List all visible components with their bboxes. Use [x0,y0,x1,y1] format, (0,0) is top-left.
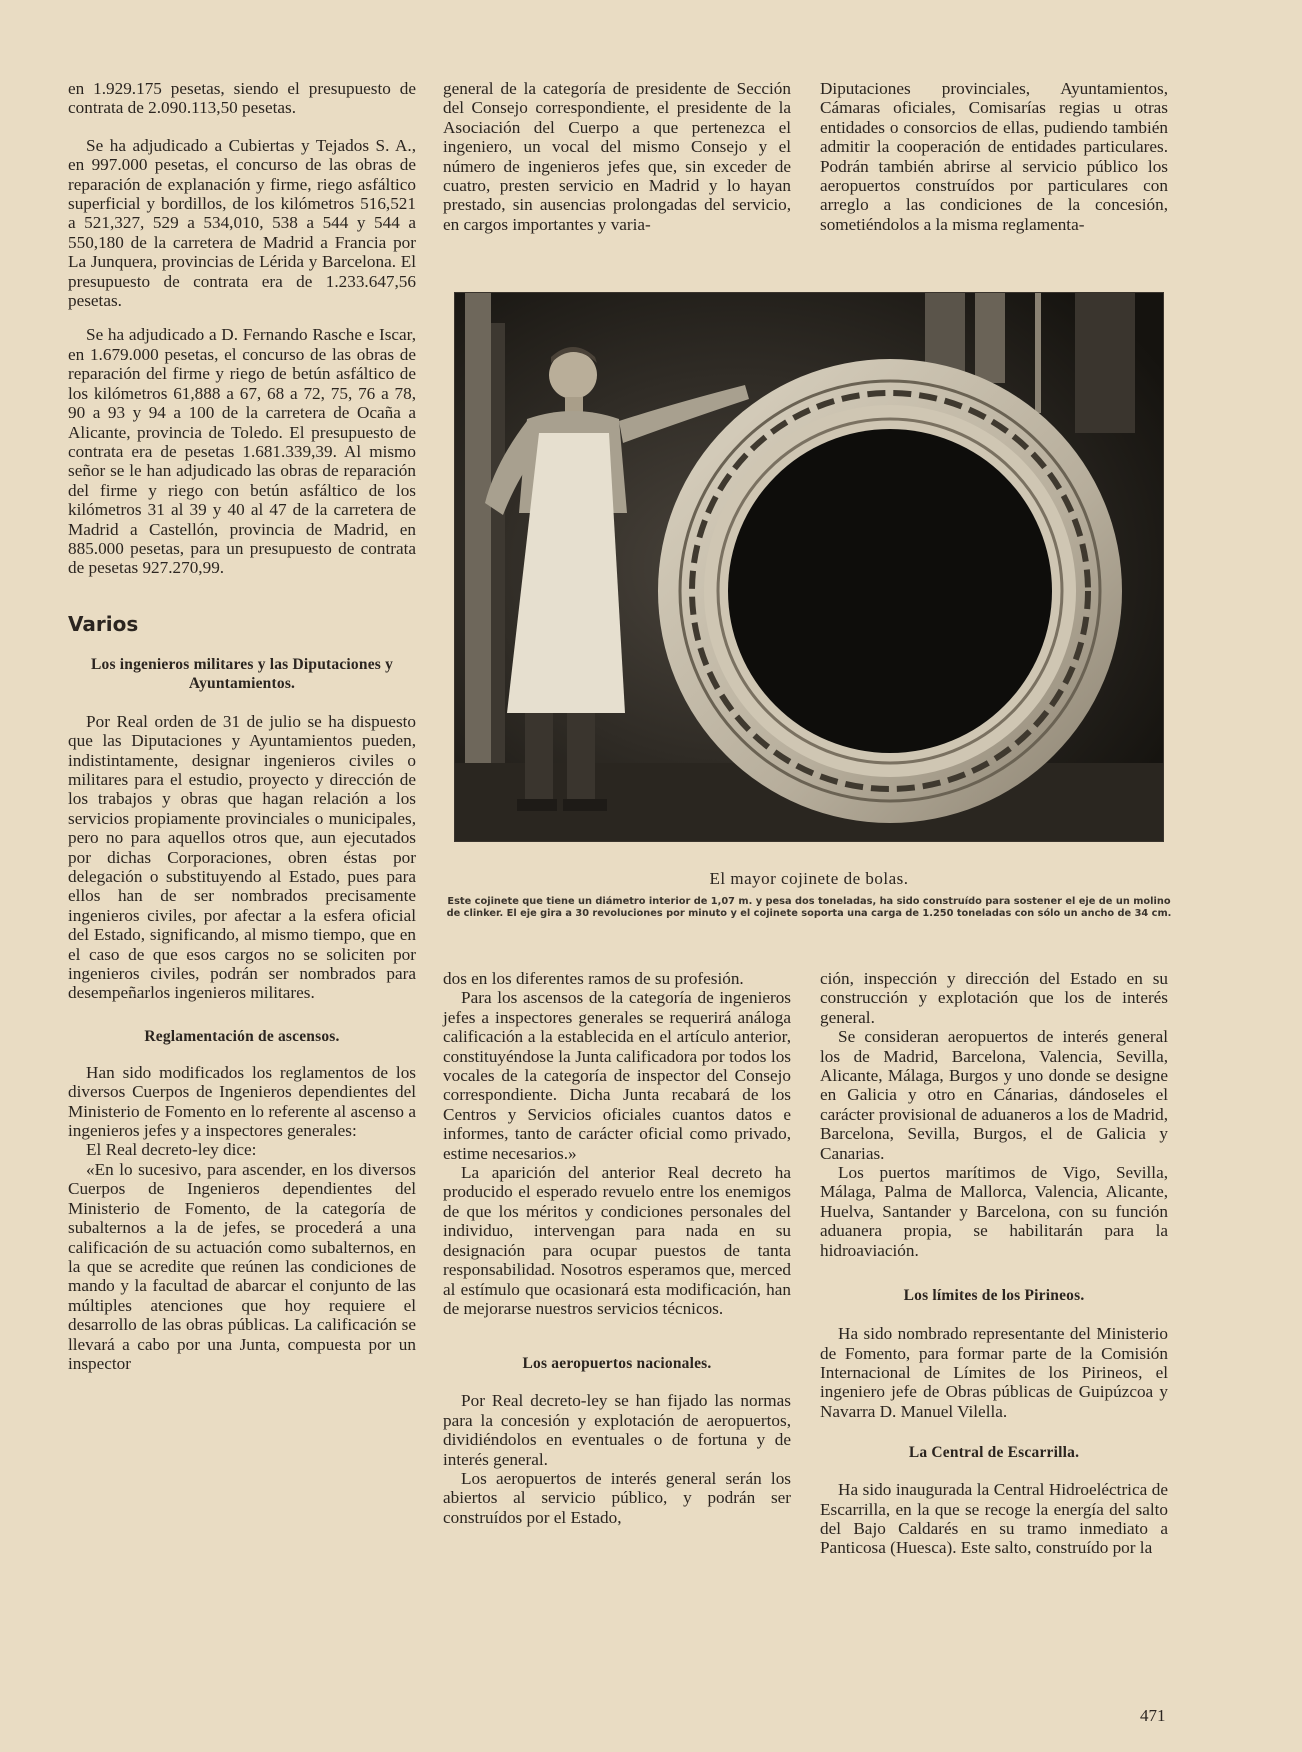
paragraph: Ha sido inaugurada la Central Hidroeléctrica de Escarrilla, en la que se recoge la energía del salto del Bajo Caldarés en su tramo inmediato a Panticosa (Huesca). Este salto, construído por la [820,1480,1168,1558]
paragraph: Para los ascensos de la categoría de ingenieros jefes a inspectores generales se requerirá análoga calificación a la establecida en el artículo anterior, constituyéndose la Junta calificadora por todos los vocales de la categoría de inspector del Consejo correspondiente. Dicha Junta recabará de los Centros y Servicios oficiales cuantos datos e informes, tanto de carácter oficial como privado, estime necesarios.» [443,988,791,1163]
section-heading-varios: Varios [68,611,139,636]
paragraph: general de la categoría de presidente de Sección del Consejo correspondiente, el presidente de la Asociación del Cuerpo a que pertenezca el ingeniero, un vocal del mismo Consejo y el número de ingenieros jefes que, sin exceder de cuatro, presten servicio en Madrid y lo hayan prestado, sin ausencias prolongadas del servicio, en cargos importantes y varia- [443,79,791,234]
figure-caption: Este cojinete que tiene un diámetro interior de 1,07 m. y pesa dos toneladas, ha sido construído para sostener el eje de un molino de clinker. El eje gira a 30 revoluciones por minuto y el cojinete soporta una carga de 1.250 toneladas con sólo un ancho de 34 cm. [446,896,1172,920]
paragraph: Los puertos marítimos de Vigo, Sevilla, Málaga, Palma de Mallorca, Valencia, Alicante, Huelva, Santander y Barcelona, con su función aduanera propia, se habilitarán para la hidroaviación. [820,1163,1168,1260]
subheading-reglamentacion: Reglamentación de ascensos. [144,1027,340,1045]
figure-title: El mayor cojinete de bolas. [709,869,909,888]
paragraph: en 1.929.175 pesetas, siendo el presupuesto de contrata de 2.090.113,50 pesetas. [68,79,416,118]
paragraph: El Real decreto-ley dice: [86,1140,257,1160]
column-1 [68,79,416,1373]
column-2-top [443,79,791,234]
column-2-bottom [443,969,791,1527]
photo-illustration [455,293,1164,842]
paragraph: Diputaciones provinciales, Ayuntamientos, Cámaras oficiales, Comisarías regias u otras entidades o consorcios de ellas, pudiendo también admitir la cooperación de entidades particulares. Podrán también abrirse al servicio público los aeropuertos construídos por particulares con arreglo a las condiciones de la concesión, sometiéndolos a la misma reglamenta- [820,79,1168,234]
subheading-aeropuertos: Los aeropuertos nacionales. [522,1355,712,1373]
subheading-ingenieros-militares: Los ingenieros militares y las Diputaciones y Ayuntamientos. [90,655,394,692]
paragraph: Ha sido nombrado representante del Ministerio de Fomento, para formar parte de la Comisión Internacional de Límites de los Pirineos, el ingeniero jefe de Obras públicas de Guipúzcoa y Navarra D. Manuel Vilella. [820,1324,1168,1421]
paragraph: Se ha adjudicado a D. Fernando Rasche e Iscar, en 1.679.000 pesetas, el concurso de las obras de reparación del firme y riego de betún asfáltico de los kilómetros 61,888 a 67, 68 a 72, 75, 76 a 78, 90 a 93 y 94 a 100 de la carretera de Ocaña a Alicante, provincia de Toledo. El presupuesto de contrata era de pesetas 1.681.339,39. Al mismo señor se le han adjudicado las obras de reparación del firme y riego con betún asfáltico de los kilómetros 31 al 39 y 40 al 47 de la carretera de Madrid a Castellón, provincia de Madrid, en 885.000 pesetas, para un presupuesto de contrata de pesetas 927.270,99. [68,325,416,578]
paragraph: Por Real orden de 31 de julio se ha dispuesto que las Diputaciones y Ayuntamientos pueden, indistintamente, designar ingenieros civiles o militares para el estudio, proyecto y dirección de los trabajos y obras que hagan relación a los servicios propiamente provinciales o municipales, pero no para aquellos otros que, aun ejecutados por dichas Corporaciones, obren éstas por delegación o substituyendo al Estado, pues para ellos han de ser nombrados precisamente ingenieros civiles, por afectar a la esfera oficial del Estado, significando, al mismo tiempo, que en el caso de que esos cargos no se soliciten por ingenieros civiles, podrán ser nombrados para desempeñarlos ingenieros militares. [68,711,416,1003]
paragraph: Por Real decreto-ley se han fijado las normas para la concesión y explotación de aeropuertos, dividiéndolos en eventuales o de fortuna y de interés general. [443,1391,791,1469]
paragraph: Han sido modificados los reglamentos de los diversos Cuerpos de Ingenieros dependientes del Ministerio de Fomento en lo referente al ascenso a ingenieros jefes y a inspectores generales: [68,1062,416,1141]
paragraph: Los aeropuertos de interés general serán los abiertos al servicio público, y podrán ser construídos por el Estado, [443,1468,791,1527]
column-3-bottom [820,969,1168,1558]
page-number: 471 [1140,1706,1166,1725]
paragraph: ción, inspección y dirección del Estado en su construcción y explotación que los de interés general. [820,969,1168,1027]
subheading-central-escarrilla: La Central de Escarrilla. [908,1444,1080,1462]
photo-ball-bearing [454,292,1164,842]
paragraph: dos en los diferentes ramos de su profesión. [443,969,744,988]
subheading-limites-pirineos: Los límites de los Pirineos. [903,1287,1085,1305]
paragraph: Se ha adjudicado a Cubiertas y Tejados S. A., en 997.000 pesetas, el concurso de las obras de reparación de explanación y firme, riego asfáltico superficial y bordillos, de los kilómetros 516,521 a 521,327, 529 a 534,010, 538 a 544 y 544 a 550,180 de la carretera de Madrid a Francia por La Junquera, provincias de Lérida y Barcelona. El presupuesto de contrata era de 1.233.647,56 pesetas. [68,135,416,311]
paragraph: Se consideran aeropuertos de interés general los de Madrid, Barcelona, Valencia, Sevilla, Alicante, Málaga, Burgos y uno donde se designe en Galicia y otro en Cánarias, dándoseles el carácter provisional de aduaneros a los de Madrid, Barcelona, Sevilla, Burgos, el de Galicia y Canarias. [820,1027,1168,1163]
paragraph: «En lo sucesivo, para ascender, en los diversos Cuerpos de Ingenieros dependientes del Ministerio de Fomento, de la categoría de subalternos a la de jefes, se procederá a una calificación de su actuación como subalternos, en la que se acredite que reúnen las condiciones de mando y la facultad de abarcar el conjunto de las múltiples atenciones que hoy requiere el desarrollo de las obras públicas. La calificación se llevará a cabo por una Junta, compuesta por un inspector [68,1159,416,1373]
column-3-top [820,79,1168,234]
paragraph: La aparición del anterior Real decreto ha producido el esperado revuelo entre los enemigos de que los méritos y condiciones personales del individuo, intervengan para nada en su designación para ocupar puestos de tanta responsabilidad. Nosotros esperamos que, merced al estímulo que ocasionará esta modificación, han de mejorarse nuestros servicios técnicos. [443,1163,791,1318]
